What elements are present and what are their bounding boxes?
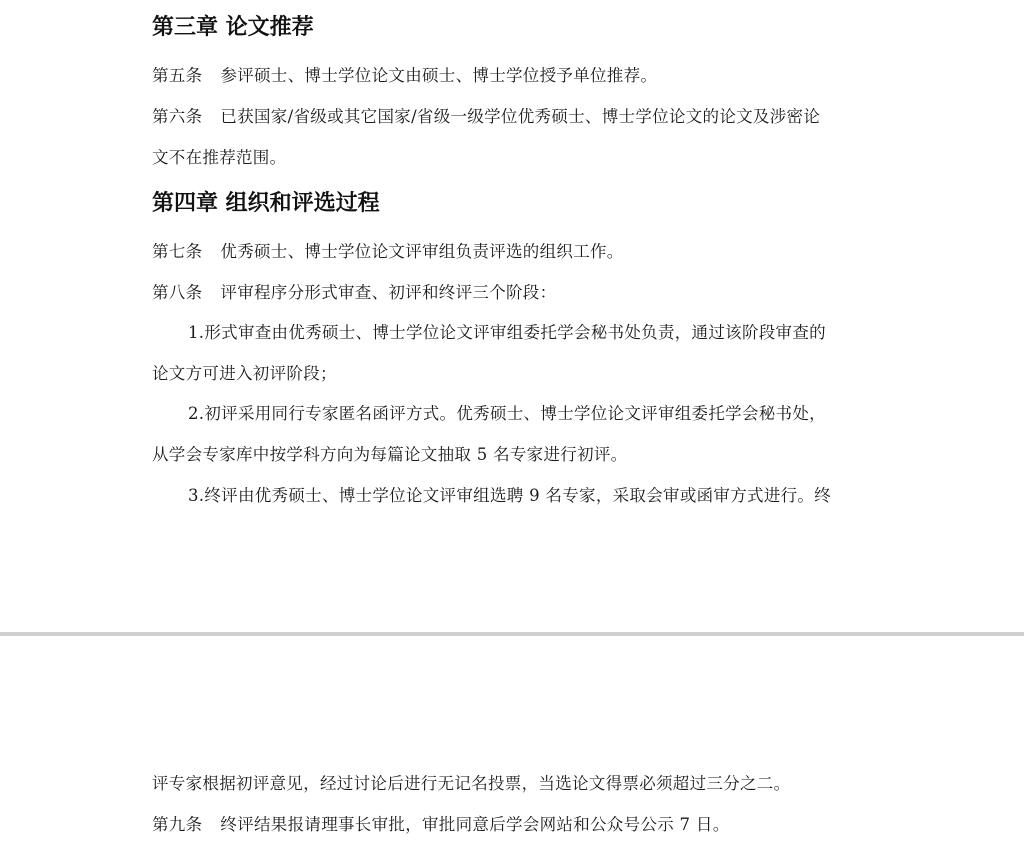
article-text: 优秀硕士、博士学位论文评审组负责评选的组织工作。 bbox=[220, 242, 624, 261]
article-6 bbox=[152, 103, 820, 127]
article-number: 第五条 bbox=[152, 66, 203, 85]
article-text: 终评结果报请理事长审批，审批同意后学会网站和公众号公示 7 日。 bbox=[220, 815, 730, 834]
article-7 bbox=[152, 238, 624, 262]
article-text: 参评硕士、博士学位论文由硕士、博士学位授予单位推荐。 bbox=[220, 66, 658, 85]
article-text: 评审程序分形式审查、初评和终评三个阶段： bbox=[220, 283, 557, 302]
article-5 bbox=[152, 62, 657, 86]
article-number: 第七条 bbox=[152, 242, 203, 261]
article-8 bbox=[152, 279, 556, 303]
article-number: 第九条 bbox=[152, 815, 203, 834]
item-3-line-1: 3.终评由优秀硕士、博士学位论文评审组选聘 9 名专家，采取会审或函审方式进行。终 bbox=[188, 486, 832, 505]
item-2-line-1: 2.初评采用同行专家匿名函评方式。优秀硕士、博士学位论文评审组委托学会秘书处， bbox=[188, 404, 826, 423]
chapter-3-heading: 第三章 论文推荐 bbox=[152, 15, 314, 40]
article-text: 已获国家/省级或其它国家/省级一级学位优秀硕士、博士学位论文的论文及涉密论 bbox=[220, 107, 821, 126]
item-1-line-2: 论文方可进入初评阶段； bbox=[152, 364, 337, 383]
item-2-line-2: 从学会专家库中按学科方向为每篇论文抽取 5 名专家进行初评。 bbox=[152, 445, 628, 464]
article-number: 第八条 bbox=[152, 283, 203, 302]
item-1-line-1: 1.形式审查由优秀硕士、博士学位论文评审组委托学会秘书处负责，通过该阶段审查的 bbox=[188, 323, 826, 342]
chapter-4-heading: 第四章 组织和评选过程 bbox=[152, 191, 380, 216]
article-9 bbox=[152, 811, 730, 835]
article-number: 第六条 bbox=[152, 107, 203, 126]
article-6-continued: 文不在推荐范围。 bbox=[152, 148, 287, 167]
document-page-2 bbox=[0, 636, 1024, 845]
item-3-line-2: 评专家根据初评意见，经过讨论后进行无记名投票，当选论文得票必须超过三分之二。 bbox=[152, 774, 791, 793]
